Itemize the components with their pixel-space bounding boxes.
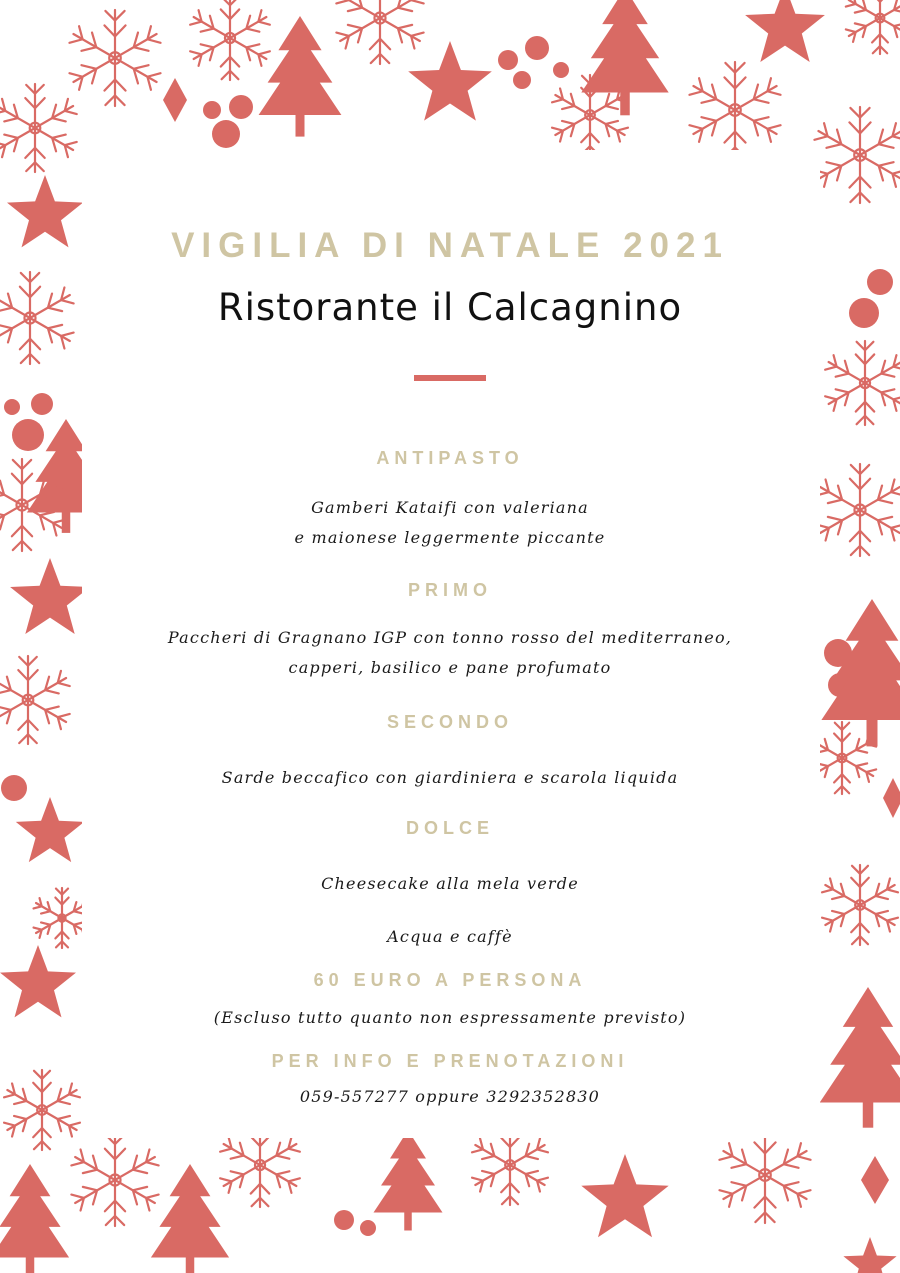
- ornament-dot: [525, 36, 549, 60]
- price-heading: 60 EURO A PERSONA: [313, 970, 587, 990]
- snowflake-icon: [718, 1127, 812, 1223]
- ornament-dot: [12, 419, 44, 451]
- snowflake-arm: [104, 58, 125, 106]
- snowflake-arm: [813, 122, 865, 164]
- antipasto-line-1: Gamberi Kataifi con valeriana: [311, 498, 589, 517]
- section-heading-dolce: DOLCE: [406, 818, 494, 838]
- ornament-dot: [229, 95, 253, 119]
- snowflake-arm: [849, 155, 870, 203]
- tree-body: [0, 1164, 69, 1258]
- tree-body: [259, 16, 342, 115]
- snowflake-arm: [251, 1165, 269, 1207]
- snowflake-arm: [581, 115, 599, 155]
- snowflake-arm: [33, 1110, 51, 1150]
- snowflake-arm: [105, 1180, 125, 1226]
- title-divider: [414, 375, 486, 381]
- star-icon: [843, 1237, 896, 1273]
- snowflake-icon: [335, 0, 425, 64]
- ornament-dot: [553, 62, 569, 78]
- snowflake-arm: [110, 49, 162, 91]
- secondo-line-1: Sarde beccafico con giardiniera e scarola liquida: [221, 768, 679, 787]
- snowflake-arm: [110, 1148, 160, 1189]
- arm-branch: [0, 328, 4, 349]
- snowflake-arm: [0, 120, 40, 159]
- snowflake-arm: [70, 1148, 120, 1189]
- snowflake-arm: [25, 84, 44, 128]
- ornament-dot: [360, 1220, 376, 1236]
- snowflake-arm: [718, 1166, 770, 1208]
- snowflake-arm: [25, 128, 44, 172]
- snowflake-arm: [724, 62, 745, 110]
- tree-body: [151, 1164, 229, 1258]
- snowflake-arm: [501, 1165, 519, 1205]
- snowflake-arm: [105, 1134, 125, 1180]
- dolce-line-1: Cheesecake alla mela verde: [321, 874, 579, 893]
- phone-numbers: 059-557277 oppure 3292352830: [299, 1087, 601, 1106]
- ornament-dot: [334, 1210, 354, 1230]
- tree-trunk: [186, 1258, 195, 1273]
- snowflake-arm: [335, 9, 385, 50]
- snowflake-arm: [370, 0, 390, 18]
- snowflake-arm: [760, 1142, 812, 1184]
- snowflake-icon: [189, 0, 271, 80]
- snowflake-arm: [370, 18, 390, 64]
- snowflake-arm: [688, 77, 740, 119]
- extras-line: Acqua e caffè: [387, 927, 513, 946]
- snowflake-arm: [718, 1142, 770, 1184]
- snowflake-arm: [856, 341, 874, 383]
- restaurant-name: Ristorante il Calcagnino: [217, 286, 683, 329]
- diamond-icon: [163, 78, 187, 122]
- snowflake-arm: [754, 1175, 775, 1223]
- ornament-dot: [31, 393, 53, 415]
- snowflake-arm: [855, 122, 900, 164]
- snowflake-icon: [68, 10, 162, 106]
- snowflake-arm: [70, 1171, 120, 1212]
- event-title: VIGILIA DI NATALE 2021: [171, 226, 729, 265]
- snowflake-icon: [824, 341, 900, 425]
- snowflake-arm: [375, 9, 425, 50]
- snowflake-arm: [221, 38, 239, 80]
- primo-line-2: capperi, basilico e pane profumato: [288, 658, 612, 677]
- snowflake-arm: [760, 1166, 812, 1208]
- tree-icon: [0, 1164, 69, 1273]
- tree-trunk: [26, 1258, 35, 1273]
- snowflake-arm: [860, 375, 900, 412]
- tree-trunk: [296, 115, 305, 137]
- ornament-dot: [4, 399, 20, 415]
- snowflake-arm: [68, 25, 120, 67]
- snowflake-arm: [104, 10, 125, 58]
- tree-trunk: [404, 1213, 412, 1231]
- snowflake-arm: [730, 77, 782, 119]
- snowflake-icon: [70, 1134, 160, 1226]
- snowflake-arm: [856, 383, 874, 425]
- snowflake-arm: [849, 107, 870, 155]
- ornament-dot: [513, 71, 531, 89]
- snowflake-arm: [110, 1171, 160, 1212]
- snowflake-arm: [813, 146, 865, 188]
- tree-icon: [259, 16, 342, 137]
- antipasto-line-2: e maionese leggermente piccante: [294, 528, 606, 547]
- ornament-dot: [212, 120, 240, 148]
- snowflake-arm: [860, 354, 900, 391]
- arm-branch: [872, 0, 888, 2]
- tree-icon: [151, 1164, 229, 1273]
- section-heading-primo: PRIMO: [407, 580, 492, 600]
- snowflake-icon: [845, 0, 900, 54]
- tree-icon: [581, 0, 668, 115]
- snowflake-icon: [0, 84, 78, 172]
- star-icon: [408, 41, 492, 121]
- info-heading: PER INFO E PRENOTAZIONI: [271, 1051, 629, 1071]
- star-icon: [581, 1154, 668, 1237]
- tree-icon: [374, 1130, 443, 1231]
- ornament-dot: [203, 101, 221, 119]
- snowflake-icon: [688, 62, 782, 158]
- diamond-icon: [861, 1156, 889, 1204]
- primo-line-1: Paccheri di Gragnano IGP con tonno rosso del mediterraneo,: [167, 628, 733, 647]
- snowflake-arm: [68, 49, 120, 91]
- snowflake-icon: [813, 107, 900, 203]
- section-heading-antipasto: ANTIPASTO: [376, 448, 524, 468]
- snowflake-arm: [855, 146, 900, 188]
- tree-body: [374, 1130, 443, 1213]
- snowflake-arm: [688, 101, 740, 143]
- snowflake-arm: [730, 101, 782, 143]
- snowflake-arm: [110, 25, 162, 67]
- ornament-dot: [498, 50, 518, 70]
- price-note: (Escluso tutto quanto non espressamente previsto): [213, 1008, 687, 1027]
- star-icon: [745, 0, 825, 62]
- section-heading-secondo: SECONDO: [386, 712, 513, 732]
- snowflake-arm: [0, 98, 40, 137]
